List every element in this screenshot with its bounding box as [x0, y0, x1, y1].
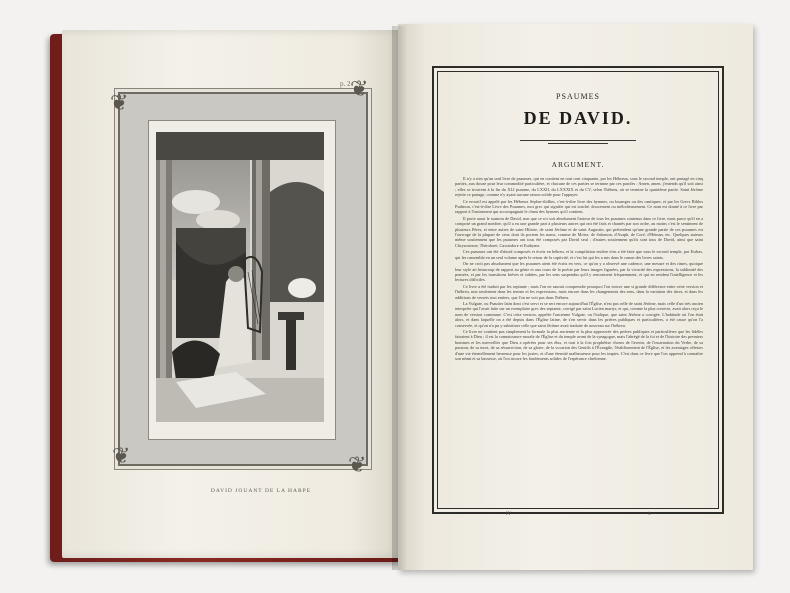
paragraph: Ce livre a été traduit par les septante ; mais l'on ne saurait comprendre pourquoi l'on trouve une si grande différence entre cette version et l'hébreu, non seulement dans les termes et les expressions, mais encore dans les changements des sens, dans la variation des titres, et dans les additions de versets tout entiers, que l'on ne voit pas dans l'hébreu.: [455, 283, 703, 300]
corner-ornament-bottom-left: ❦: [112, 443, 131, 468]
title-rule: [520, 140, 636, 141]
paragraph: Ce recueil est appelé par les Hébreux Sepher-thillim, c'est-à-dire livre des hymnes, ou louanges ou des cantiques, et par les Grecs Biblos Psalmon, c'est-à-dire Livre des Psaumes, mot grec qui signifie qui est touché, doucement ou mélodieusement. Ce nom est donné à ce livre par rapport à l'instrument qui accompagnait le chant des hymnes qu'il contient.: [455, 198, 703, 215]
page-title-small: PSAUMES: [556, 92, 600, 101]
engraving-david-harp: [156, 132, 324, 422]
left-page-number: p. 2: [340, 80, 351, 88]
corner-ornament-bottom-right: ❦: [348, 452, 367, 477]
paragraph: Ces psaumes ont été d'abord composés et écrits en hébreu, et la compilation entière n'en a été faite que sous le second temple, par Esdras, qui les rassembla en un seul volume après le retour de la captivité, et c'est lui qui les a mis dans le canon des livres saints.: [455, 249, 703, 260]
section-heading: ARGUMENT.: [551, 160, 605, 169]
footer-signature: IV: [506, 512, 512, 517]
spine-shadow: [392, 26, 406, 570]
footer-number: 1: [648, 512, 651, 517]
paragraph: Il n'y a rien qu'un seul livre de psaumes, qui en contient en tout cent cinquante, par les Hébreux, sous le second temple, ont partagé en cinq parties, aux douze pour leur commodité particulière, et chacune de ces parties se termine par ces paroles : Amen, amen, j'entends qu'il soit ainsi ; elles se trouvent à la fin du XLI psaume, du LXXII, du LXXXIX et du CV, selon l'hébreu, où se termine la quatrième partie. Saint Jérôme rejette ce partage, comme n'y ayant aucune raison solide pour l'appuyer.: [455, 176, 703, 198]
page-title: DE DAVID.: [523, 108, 633, 128]
paragraph: La Vulgate, ou Psautier latin dont c'est servi et se sert encore aujourd'hui l'Église, n'est pas celle de saint Jérôme, mais celle d'un très ancien interprète qui l'avait faite sur un exemplaire grec des septante, corrigé par saint Lucien martyr, et qui, comme la plus correcte, avait alors reçu le nom de version commune. C'est cette version, appelée l'ancienne Vulgate, ou l'italique, que saint Jérôme a corrigée. L'habitude où l'on était alors, et dans laquelle on a été depuis dans l'Église latine, de s'en servir dans les prières publiques et particulières, a été cause qu'on l'a conservée, et qu'on n'a pu y substituer celle que saint Jérôme avait traduite de nouveau sur l'hébreu.: [455, 300, 703, 328]
plate-caption: DAVID JOUANT DE LA HARPE: [210, 488, 312, 494]
paragraph: Ce livre ne contient pas simplement la formule la plus ancienne et la plus approuvée des prières publiques et particulières que les fidèles faisaient à Dieu ; il est la connaissance morale de l'Église et du temple avant de la synagogue, mais l'abrégé de la foi et de l'histoire des premiers hommes et les merveilles que Dieu a opérées pour ses élus, et tout à la fois prophétise choses de l'avenir, de l'incarnation du Verbe, de sa passion, de sa mort, de sa résurrection, de sa gloire, de la vocation des Gentils à l'Évangile, l'établissement de l'Église, et les avantages célestes d'une vie éternellement heureuse pour les justes, et d'une éternité malheureuse pour les impies. C'est dans ce livre que l'on apprend à connaître son néant et sa bassesse, où l'on trouve les fondements solides de l'espérance chrétienne.: [455, 328, 703, 361]
corner-ornament-top-right: ❦: [350, 76, 369, 101]
body-text: [455, 176, 703, 498]
paragraph: Il porte aussi le surnom de David, non que ce roi soit absolument l'auteur de tous les psaumes contenus dans ce livre, mais parce qu'il en a composé un grand nombre, qu'il a eu une grande part à plusieurs autres qui ont été faits et chantés par son ordre, au moins c'est le sentiment de plusieurs Pères, et entre autres de saint Hilaire, de saint Jérôme et de saint Augustin, qui prétendent qu'une grande partie de ces psaumes est l'ouvrage de la plupart de ceux dont ils portent les noms, comme de Moïse, de Salomon, d'Asaph, de Coré, d'Héman, etc. Quelques auteurs même soutiennent que les psaumes ont tous été composés par David seul ; d'autres soutiennent qu'ils sont tous de David, ainsi que saint Chrysostome, Théodoret, Cassiodore et Euthyme.: [455, 215, 703, 248]
corner-ornament-top-left: ❦: [110, 90, 129, 115]
title-rule-short: [548, 143, 608, 144]
paragraph: On ne croit pas absolument que les psaumes aient été écrits en vers, ce qu'on y a observé une cadence, une mesure et des rimes, quoique leur style ait beaucoup de rapport au génie et aux tours de la poésie par leurs images figurées, par la vivacité des expressions, la sublimité des pensées, et par les transitions brèves et subites, par les sens suspendus qu'il y rencontrent fréquemment, et qui en rendent l'intelligence et les lectures difficiles.: [455, 261, 703, 283]
